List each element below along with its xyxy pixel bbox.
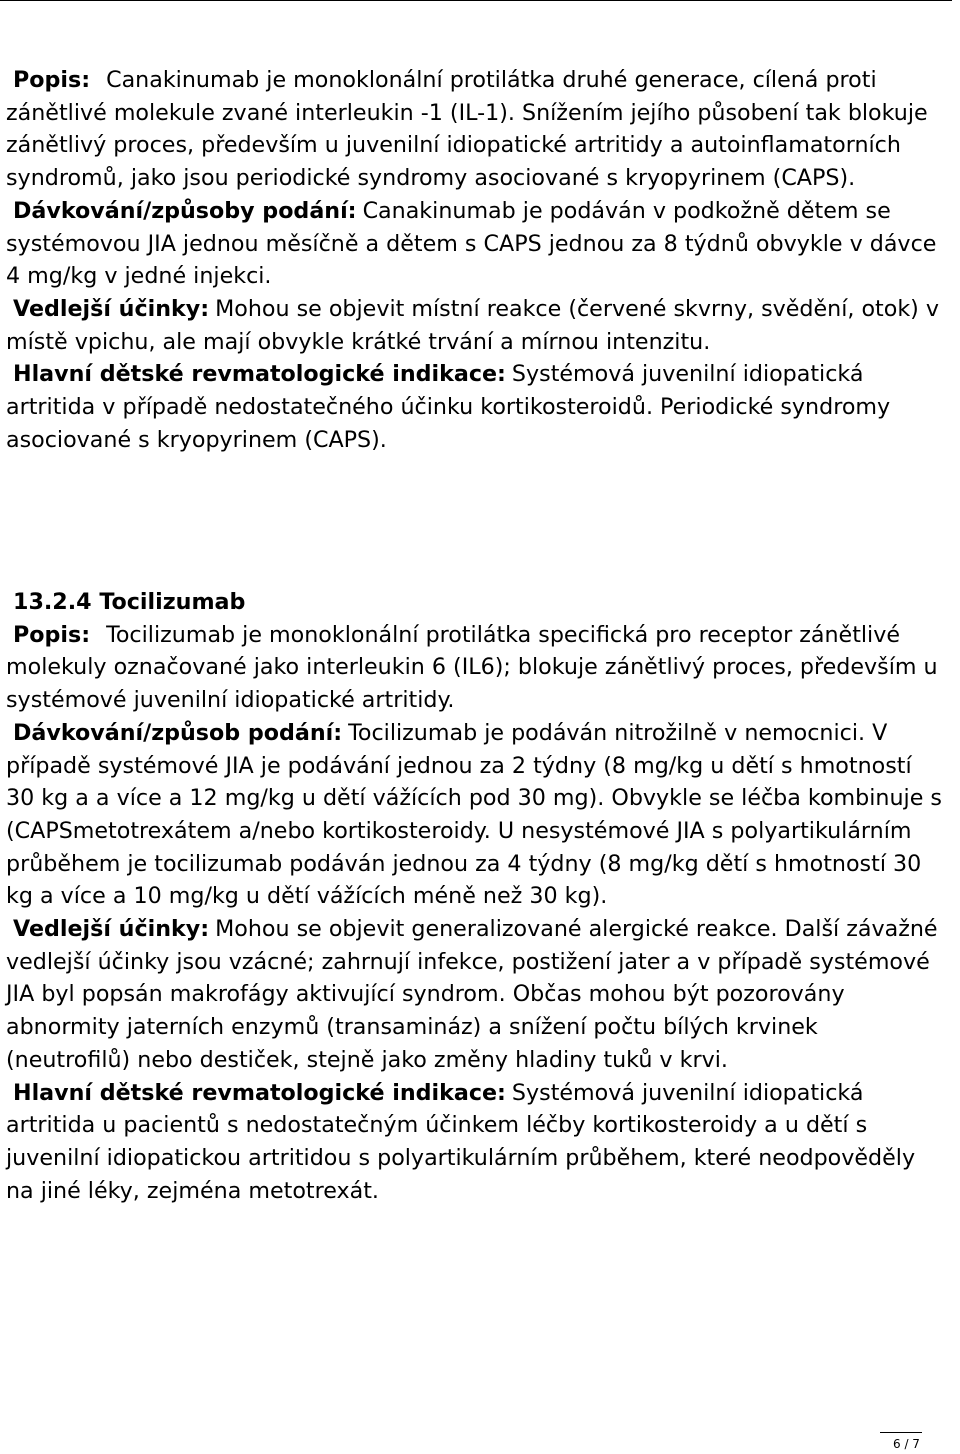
dosing-label: Dávkování/způsoby podání: (13, 197, 357, 224)
tocilizumab-description (6, 619, 946, 717)
side-effects-label: Vedlejší účinky: (13, 916, 210, 943)
dosing-text: Canakinumab je podáván v podkožně dětem se systémovou JIA jednou měsíčně a dětem s CAPS jednou za 8 týdnů obvykle v dávce 4 mg/kg v jedné injekci. (6, 197, 937, 290)
tocilizumab-side-effects (6, 913, 946, 1077)
indications-text: Systémová juvenilní idiopatická artritida u pacientů s nedostatečným účinkem léčby kortikosteroidy a u dětí s juvenilní idiopatickou artritidou s polyartikulárním průběhem, které neodpověděly na jiné léky, zejména metotrexát. (6, 1079, 916, 1204)
page-number: 6 / 7 (893, 1437, 920, 1451)
footer-rule (880, 1432, 922, 1433)
canakinumab-side-effects (6, 293, 946, 358)
tocilizumab-indications (6, 1077, 946, 1208)
side-effects-text: Mohou se objevit místní reakce (červené skvrny, svědění, otok) v místě vpichu, ale mají obvykle krátké trvání a mírnou intenzitu. (6, 295, 940, 355)
dosing-label: Dávkování/způsob podání: (13, 719, 343, 746)
popis-text: Canakinumab je monoklonální protilátka druhé generace, cílená proti zánětlivé molekule zvané interleukin -1 (IL-1). Snížením jejího působení tak blokuje zánětlivý proces, především u juvenilní idiopatické artritidy a autoinflamatorních syndromů, jako jsou periodické syndromy asociované s kryopyrinem (CAPS). (6, 67, 928, 192)
canakinumab-section (6, 64, 946, 456)
popis-text: Tocilizumab je monoklonální protilátka specifická pro receptor zánětlivé molekuly označované jako interleukin 6 (IL6); blokuje zánětlivý proces, především u systémové juvenilní idiopatické artritidy. (6, 621, 938, 714)
side-effects-text: Mohou se objevit generalizované alergické reakce. Další závažné vedlejší účinky jsou vzácné; zahrnují infekce, postižení jater a v případě systémové JIA byl popsán makrofágy aktivující syndrom. Občas mohou být pozorovány abnormity jaterních enzymů (transamináz) a snížení počtu bílých krvinek (neutrofilů) nebo destiček, stejně jako změny hladiny tuků v krvi. (6, 916, 938, 1073)
popis-label: Popis: (13, 621, 91, 648)
indications-label: Hlavní dětské revmatologické indikace: (13, 1079, 506, 1106)
canakinumab-indications (6, 358, 946, 456)
canakinumab-description (6, 64, 946, 195)
popis-label: Popis: (13, 67, 91, 93)
tocilizumab-dosing (6, 717, 946, 913)
indications-label: Hlavní dětské revmatologické indikace: (13, 361, 506, 388)
tocilizumab-section (6, 586, 946, 1207)
section-heading-text: 13.2.4 Tocilizumab (13, 589, 246, 615)
top-rule (0, 0, 952, 1)
section-heading (6, 586, 946, 619)
indications-text: Systémová juvenilní idiopatická artritida v případě nedostatečného účinku kortikosteroidů. Periodické syndromy asociované s kryopyrinem (CAPS). (6, 361, 891, 453)
canakinumab-dosing (6, 195, 946, 293)
dosing-text: Tocilizumab je podáván nitrožilně v nemocnici. V případě systémové JIA je podávání jednou za 2 týdny (8 mg/kg u dětí s hmotností 30 kg a a více a 12 mg/kg u dětí vážících pod 30 mg). Obvykle se léčba kombinuje s (CAPSmetotrexátem a/nebo kortikosteroidy. U nesystémové JIA s polyartikulárním průběhem je tocilizumab podáván jednou za 4 týdny (8 mg/kg dětí s hmotností 30 kg a více a 10 mg/kg u dětí vážících méně než 30 kg). (6, 719, 942, 910)
side-effects-label: Vedlejší účinky: (13, 295, 210, 322)
